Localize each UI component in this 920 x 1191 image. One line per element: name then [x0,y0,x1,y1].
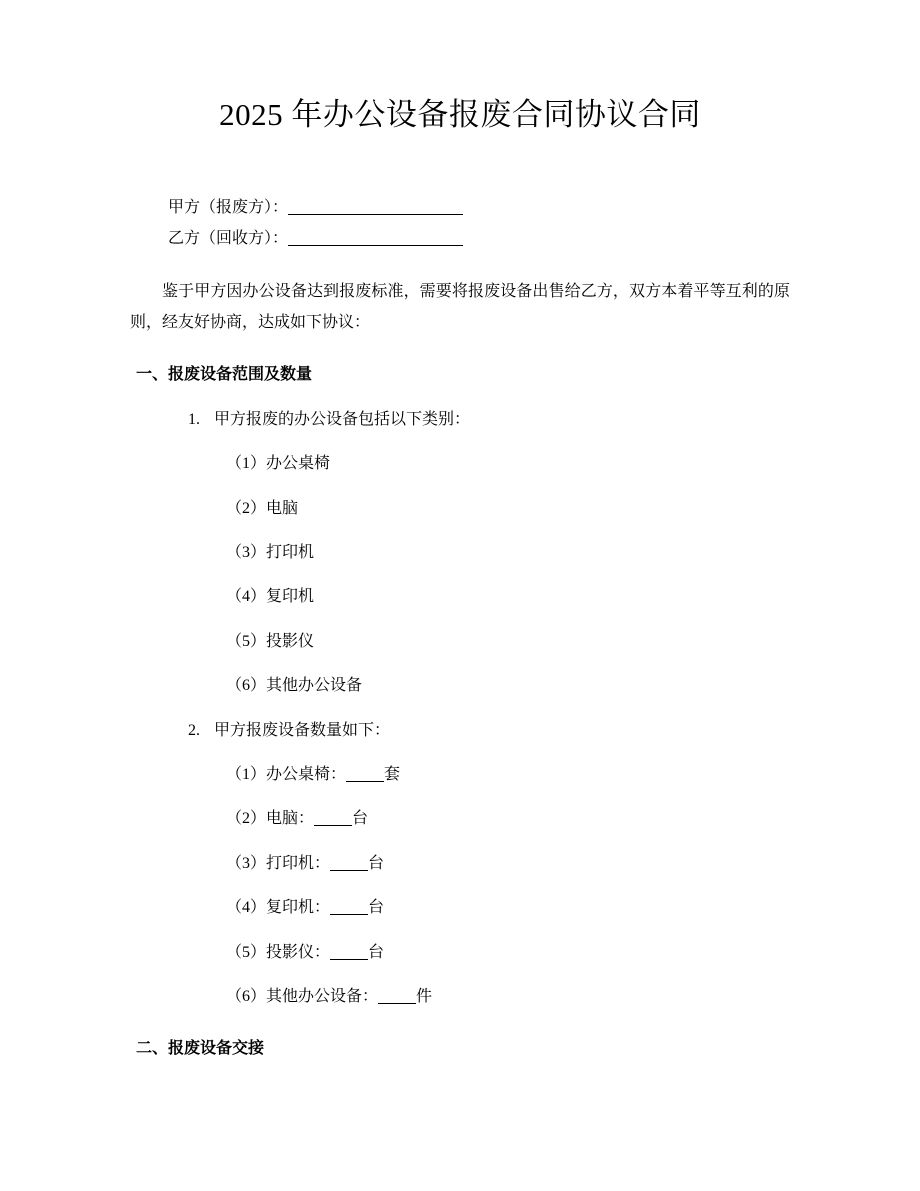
list-item-unit: 台 [368,943,385,961]
quantity-blank[interactable] [330,959,368,960]
list-item: （4）复印机 [226,588,315,606]
list-item: （2）电脑 [226,499,299,517]
list-item [130,982,790,1012]
list-item [130,893,790,923]
list-item [130,938,790,968]
list-item-unit: 台 [368,899,385,917]
list-item-label: （5）投影仪： [226,943,331,961]
party-a-label: 甲方（报废方）： [168,199,289,217]
list-item-number: 1. [188,410,200,428]
quantity-blank[interactable] [330,914,368,915]
party-b-line [130,224,790,254]
list-item [130,849,790,879]
list-item-label: （1）办公桌椅： [226,765,347,783]
list-item-unit: 套 [384,765,401,783]
list-item-number: 2. [188,721,200,739]
party-b-blank[interactable] [288,245,463,246]
party-a-line [130,193,790,223]
party-a-blank[interactable] [288,214,463,215]
list-item-label: （2）电脑： [226,810,315,828]
page-title: 2025 年办公设备报废合同协议合同 [219,97,701,132]
list-item-unit: 台 [368,854,385,872]
list-item [130,716,790,746]
section-heading-2: 二、报废设备交接 [136,1040,265,1058]
section-heading-1: 一、报废设备范围及数量 [136,366,313,384]
recital-paragraph: 鉴于甲方因办公设备达到报废标准，需要将报废设备出售给乙方，双方本着平等互利的原则，经友好协商，达成如下协议： [130,283,790,332]
quantity-blank[interactable] [378,1003,416,1004]
list-item [130,760,790,790]
list-item-unit: 台 [352,810,369,828]
list-item [130,804,790,834]
list-item-label: （3）打印机： [226,854,331,872]
list-item-label: 甲方报废设备数量如下： [214,721,391,739]
quantity-blank[interactable] [346,781,384,782]
list-item-unit: 件 [416,987,433,1005]
list-item-label: （4）复印机： [226,899,331,917]
list-item-label: （6）其他办公设备： [226,987,379,1005]
party-b-label: 乙方（回收方）： [168,229,289,247]
list-item [130,405,790,435]
quantity-blank[interactable] [330,870,368,871]
quantity-blank[interactable] [314,825,352,826]
list-item: （1）办公桌椅 [226,455,331,473]
list-item: （6）其他办公设备 [226,677,363,695]
list-item: （3）打印机 [226,544,315,562]
list-item-label: 甲方报废的办公设备包括以下类别： [214,410,471,428]
list-item: （5）投影仪 [226,632,315,650]
